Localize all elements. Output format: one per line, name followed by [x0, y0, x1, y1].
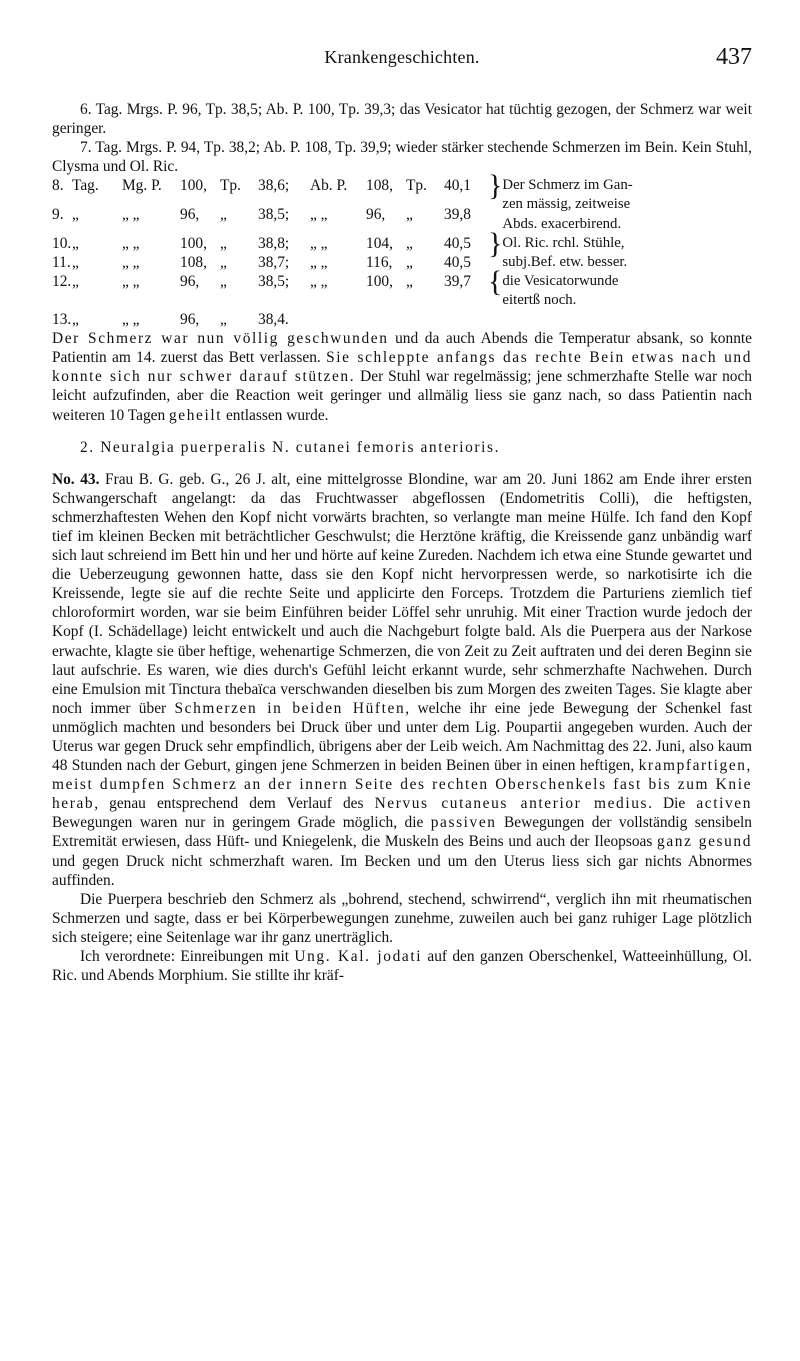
text-run: Der Stuhl war regelmässig; jene schmerzhafte Stelle war noch leicht aufzufinden, aber die Reaction weit geringer und allmälig liess sie ganz nach, so dass Patientin nach weiteren 10 Tagen — [52, 368, 753, 424]
tp-cell: „ — [220, 234, 227, 252]
temp-evening: 40,5 — [444, 234, 471, 252]
text-run: , genau entsprechend dem Verlauf des — [94, 795, 375, 813]
vitals-row — [52, 310, 633, 329]
brace-symbol: } — [488, 169, 503, 203]
paragraph-verordnete — [52, 947, 752, 985]
section-gap — [52, 457, 752, 470]
temp-morning: 38,7; — [258, 253, 290, 271]
temp-morning: 38,5; — [258, 272, 290, 290]
text-run: auf den ganzen Oberschenkel, Watteeinhüllung, Ol. Ric. und Abends Morphium. Sie stillte ihr kräf- — [52, 948, 752, 985]
paragraph-day-7: 7. Tag. Mrgs. P. 94, Tp. 38,2; Ab. P. 108, Tp. 39,9; wieder stärker stechende Schmerzen im Bein. Kein Stuhl, Clysma und Ol. Ric. — [52, 139, 752, 176]
text-run: Frau B. G. geb. G., 26 J. alt, eine mittelgrosse Blondine, war am 20. Juni 1862 am Ende ihrer ersten Schwangerschaft angelangt: da das Fruchtwasser abgeflossen (Endometritis Colli), die heftigsten, schmerzhaftesten Wehen den Kopf nicht vorwärts brachten, so verlangte man meine Hülfe. Ich fand den Kopf tief im kleinen Becken mit beträchtlicher Geschwulst; die Herztöne kräftig, die Kreissende ganz unbändig warf sich laut schreiend im Bett hin und her und hörte auf keine Zureden. Nachdem ich etwa eine Stunde gewartet und die Ueberzeugung gewonnen hatte, dass sie den Kopf nicht hervorpressen werde, so narkotisirte ich die Kreissende, legte sie auf die rechte Seite und applicirte den Forceps. Trotzdem die Parturiens ziemlich tief chloroformirt worden, war sie beim Einführen beider Löffel sehr unruhig. Mit einer Traction wurde jedoch der Kopf (I. Schädellage) leicht entwickelt und auch die Nachgeburt folgte bald. Als die Puerpera aus der Narkose erwachte, klagte sie über heftige, wehenartige Schmerzen, die von Zeit zu Zeit auftraten und dei deren Beginn sie laut aufschrie. Es waren, wie dies durch's Gefühl leicht erkannt wurde, sehr schmerzhafte Nachwehen. Durch eine Emulsion mit Tinctura thebaïca verschwanden dieselben bis zum Morgen des zweiten Tages. Sie klagte aber noch immer über — [52, 470, 752, 717]
text-run: Ich verordnete: Einreibungen mit — [80, 948, 295, 966]
pulse-evening: 108, — [366, 177, 393, 195]
tp-cell: „ — [220, 206, 227, 224]
note-line: die Vesicatorwunde — [502, 272, 619, 289]
pulse-morning: 96, — [180, 206, 200, 224]
pulse-evening: 104, — [366, 234, 393, 252]
tp-cell: Tp. — [220, 177, 241, 195]
tp-cell: „ — [220, 272, 227, 290]
vitals-row — [52, 272, 633, 310]
text-run: , welche ihr eine jede Bewegung der Schenkel fast unmöglich machten und besonders bei Druck über und unter dem Lig. Poupartii angegeben wurden. Auch der Uterus war gegen Druck sehr empfindlich, übrigens aber der Leib weich. Am Nachmittag des 22. Juni, also kaum 48 Stunden nach der Geburt, gingen jene Schmerzen in beiden Beinen über in einen heftigen, — [52, 699, 752, 775]
evening-cell: „ „ — [310, 272, 328, 290]
morning-cell: „ „ — [122, 234, 140, 252]
tp-cell: Tp. — [406, 177, 427, 195]
brace-symbol: { — [488, 264, 503, 298]
temp-morning: 38,4. — [258, 311, 289, 329]
case-43-paragraph — [52, 470, 752, 890]
note-line: subj.Bef. etw. besser. — [502, 253, 628, 270]
document-page — [52, 0, 752, 985]
body-text — [52, 100, 752, 985]
section-heading — [52, 438, 752, 457]
text-run: . Die — [648, 795, 697, 813]
morning-cell: „ „ — [122, 272, 140, 290]
evening-cell: Ab. P. — [310, 177, 348, 195]
pulse-morning: 96, — [180, 272, 200, 290]
spaced-text: Der Schmerz war nun völlig geschwunden — [52, 330, 389, 348]
tp-cell: „ — [406, 234, 413, 252]
spaced-text: krampfartigen, meist dumpfen Schmerz an der innern Seite des rechten Oberschenkels fast bis zum Knie herab — [52, 757, 752, 813]
day-cell: 8. — [52, 177, 64, 195]
spaced-text: Sie schleppte anfangs das rechte Bein etwas nach und konnte sich nur schwer darauf stützen. — [52, 349, 752, 386]
vitals-table — [52, 169, 633, 329]
temp-evening: 39,7 — [444, 272, 471, 290]
paragraph-day-13 — [52, 329, 752, 424]
temp-evening: 40,5 — [444, 253, 471, 271]
day-cell: 11. — [52, 253, 71, 271]
running-title: Krankengeschichten. — [324, 47, 480, 67]
morning-cell: Mg. P. — [122, 177, 162, 195]
tp-cell: „ — [406, 206, 413, 224]
spaced-text: ganz gesund — [657, 833, 752, 851]
day-cell: 12. — [52, 272, 72, 290]
evening-cell: „ „ — [310, 234, 328, 252]
pulse-morning: 108, — [180, 253, 207, 271]
note-line: Abds. exacerbirend. — [502, 215, 622, 232]
tp-cell: „ — [220, 253, 227, 271]
text-run: Bewegungen waren nur in geringem Grade möglich, die — [52, 814, 431, 832]
page-number: 437 — [716, 44, 752, 70]
tp-cell: „ — [406, 272, 413, 290]
heading-text: 2. Neuralgia puerperalis N. cutanei femoris anterioris. — [80, 438, 501, 456]
morning-cell: „ „ — [122, 206, 140, 224]
tag-cell: „ — [72, 234, 79, 252]
evening-cell: „ „ — [310, 206, 328, 224]
temp-evening: 39,8 — [444, 206, 471, 224]
pulse-morning: 100, — [180, 234, 207, 252]
note-line: Ol. Ric. rchl. Stühle, — [502, 234, 625, 251]
text-run: und da auch Abends die Temperatur absank, so konnte Patientin am 14. zuerst das Bett verlassen. — [52, 330, 753, 367]
tp-cell: „ — [406, 253, 413, 271]
note-cell — [502, 272, 632, 310]
case-number: No. 43. — [52, 470, 100, 488]
pulse-morning: 96, — [180, 311, 200, 329]
tag-cell: „ — [72, 272, 79, 290]
note-cell — [502, 176, 632, 233]
pulse-evening: 116, — [366, 253, 393, 271]
temp-morning: 38,6; — [258, 177, 290, 195]
day-cell: 13. — [52, 311, 72, 329]
note-cell — [502, 234, 632, 272]
spaced-text: Ung. Kal. jodati — [294, 948, 423, 966]
tag-cell: Tag. — [72, 177, 99, 195]
temp-morning: 38,8; — [258, 234, 290, 252]
temp-morning: 38,5; — [258, 206, 290, 224]
spaced-text: activen — [696, 795, 752, 813]
spaced-text: geheilt — [169, 406, 223, 424]
brace-symbol: } — [488, 226, 503, 260]
note-line: Der Schmerz im Gan- — [502, 177, 633, 194]
vitals-row — [52, 176, 633, 205]
pulse-morning: 100, — [180, 177, 207, 195]
paragraph-puerpera: Die Puerpera beschrieb den Schmerz als „bohrend, stechend, schwirrend“, verglich ihn mit rheumatischen Schmerzen und sagte, dass er bei Körperbewegungen zunehme, zuweilen auch bei ganz ruhiger Lage plötzlich sich steigere; eine Seitenlage war ihr ganz unerträglich. — [52, 890, 752, 946]
spaced-text: passiven — [430, 814, 497, 832]
morning-cell: „ „ — [122, 253, 140, 271]
tp-cell: „ — [220, 311, 227, 329]
tag-cell: „ — [72, 206, 79, 224]
spaced-text: Schmerzen in beiden Hüften — [174, 699, 406, 717]
spacer-cell — [310, 310, 633, 329]
tag-cell: „ — [72, 311, 79, 329]
note-line: zen mässig, zeitweise — [502, 196, 631, 213]
vitals-row — [52, 234, 633, 253]
temp-evening: 40,1 — [444, 177, 471, 195]
text-run: und gegen Druck nicht schmerzhaft waren. Im Becken und um den Uterus liess sich gar nichts Abnormes auffinden. — [52, 852, 752, 889]
note-line: eitertß noch. — [502, 291, 577, 308]
paragraph-day-6: 6. Tag. Mrgs. P. 96, Tp. 38,5; Ab. P. 100, Tp. 39,3; das Vesicator hat tüchtig gezogen, der Schmerz war weit geringer. — [52, 101, 752, 138]
morning-cell: „ „ — [122, 311, 140, 329]
pulse-evening: 100, — [366, 272, 393, 290]
pulse-evening: 96, — [366, 206, 386, 224]
tag-cell: „ — [72, 253, 79, 271]
evening-cell: „ „ — [310, 253, 328, 271]
day-cell: 9. — [52, 206, 64, 224]
section-gap — [52, 425, 752, 438]
text-run: entlassen wurde. — [222, 406, 329, 424]
spaced-text: Nervus cutaneus anterior medius — [374, 795, 649, 813]
text-run: Bewegungen der vollständig sensibeln Extremität erwiesen, dass Hüft- und Kniegelenk, die Muskeln des Beins und auch der Ileopsoas — [52, 814, 752, 851]
page-header — [52, 0, 752, 100]
day-cell: 10. — [52, 234, 72, 252]
